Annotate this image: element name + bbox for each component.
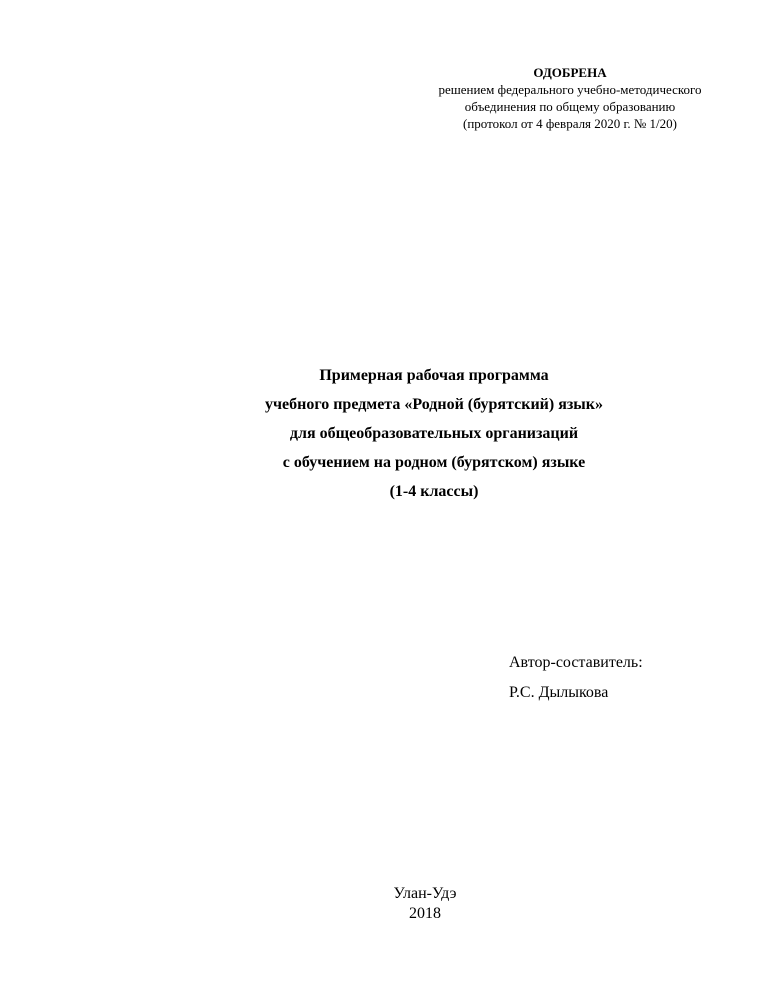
approval-line-2: объединения по общему образованию xyxy=(464,99,676,114)
approval-block xyxy=(400,64,740,132)
title-line-5: (1-4 классы) xyxy=(389,483,479,500)
title-line-3: для общеобразовательных организаций xyxy=(289,425,579,442)
author-label: Автор-составитель: xyxy=(509,654,643,671)
document-title xyxy=(0,361,768,506)
title-line-1: Примерная рабочая программа xyxy=(319,367,549,384)
footer-block xyxy=(310,884,540,924)
approval-heading: ОДОБРЕНА xyxy=(533,65,607,80)
title-line-4: с обучением на родном (бурятском) языке xyxy=(282,454,586,471)
approval-line-3: (протокол от 4 февраля 2020 г. № 1/20) xyxy=(463,116,677,131)
footer-year: 2018 xyxy=(409,905,441,922)
author-name: Р.С. Дылыкова xyxy=(509,684,609,701)
author-block xyxy=(509,648,643,708)
approval-line-1: решением федерального учебно-методического xyxy=(438,82,702,97)
footer-city: Улан-Удэ xyxy=(393,885,457,902)
title-line-2: учебного предмета «Родной (бурятский) язык» xyxy=(264,396,604,413)
